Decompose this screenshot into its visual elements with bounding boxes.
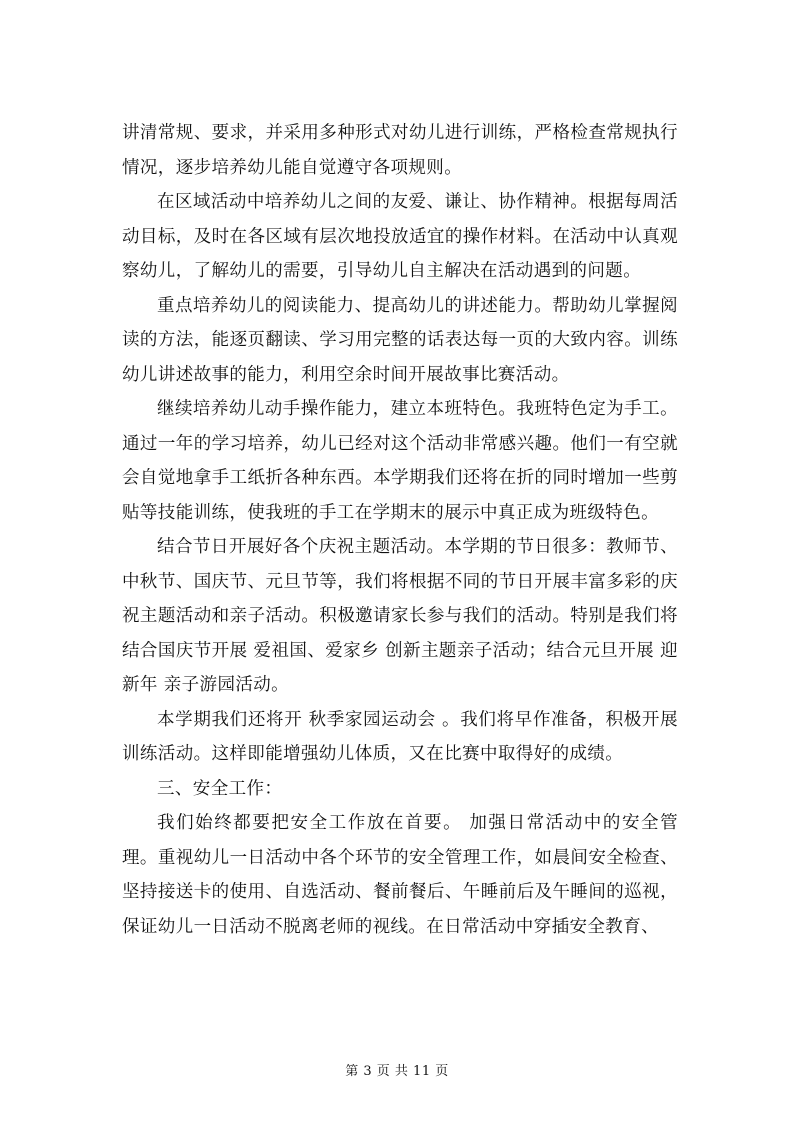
paragraph-holiday-activities: 结合节日开展好各个庆祝主题活动。本学期的节日很多：教师节、中秋节、国庆节、元旦节等，我们将根据不同的节日开展丰富多彩的庆祝主题活动和亲子活动。积极邀请家长参与我们的活动。特别是我们将结合国庆节开展 爱祖国、爱家乡 创新主题亲子活动；结合元旦开展 迎新年 亲子游园活动。 — [122, 537, 678, 695]
paragraph-reading-ability: 重点培养幼儿的阅读能力、提高幼儿的讲述能力。帮助幼儿掌握阅读的方法，能逐页翻读、学习用完整的话表达每一页的大致内容。训练幼儿讲述故事的能力，利用空余时间开展故事比赛活动。 — [122, 295, 678, 385]
paragraph-routine-continuation: 讲清常规、要求，并采用多种形式对幼儿进行训练，严格检查常规执行情况，逐步培养幼儿能自觉遵守各项规则。 — [122, 123, 678, 178]
paragraph-area-activities: 在区域活动中培养幼儿之间的友爱、谦让、协作精神。根据每周活动目标，及时在各区域有层次地投放适宜的操作材料。在活动中认真观察幼儿，了解幼儿的需要，引导幼儿自主解决在活动遇到的问题。 — [122, 192, 678, 281]
paragraph-safety-management: 我们始终都要把安全工作放在首要。 加强日常活动中的安全管理。重视幼儿一日活动中各个环节的安全管理工作，如晨间安全检查、坚持接送卡的使用、自选活动、餐前餐后、午睡前后及午睡间的巡视，保证幼儿一日活动不脱离老师的视线。在日常活动中穿插安全教育、 — [122, 813, 678, 937]
paragraph-sports-meeting: 本学期我们还将开 秋季家园运动会 。我们将早作准备，积极开展训练活动。这样即能增强幼儿体质，又在比赛中取得好的成绩。 — [122, 709, 678, 764]
paragraph-handcraft-feature: 继续培养幼儿动手操作能力，建立本班特色。我班特色定为手工。通过一年的学习培养，幼儿已经对这个活动非常感兴趣。他们一有空就会自觉地拿手工纸折各种东西。本学期我们还将在折的同时增加一些剪贴等技能训练，使我班的手工在学期末的展示中真正成为班级特色。 — [122, 399, 678, 523]
page-number-footer: 第 3 页 共 11 页 — [345, 1064, 449, 1079]
section-heading-safety: 三、安全工作： — [157, 778, 283, 799]
document-body — [122, 116, 678, 944]
